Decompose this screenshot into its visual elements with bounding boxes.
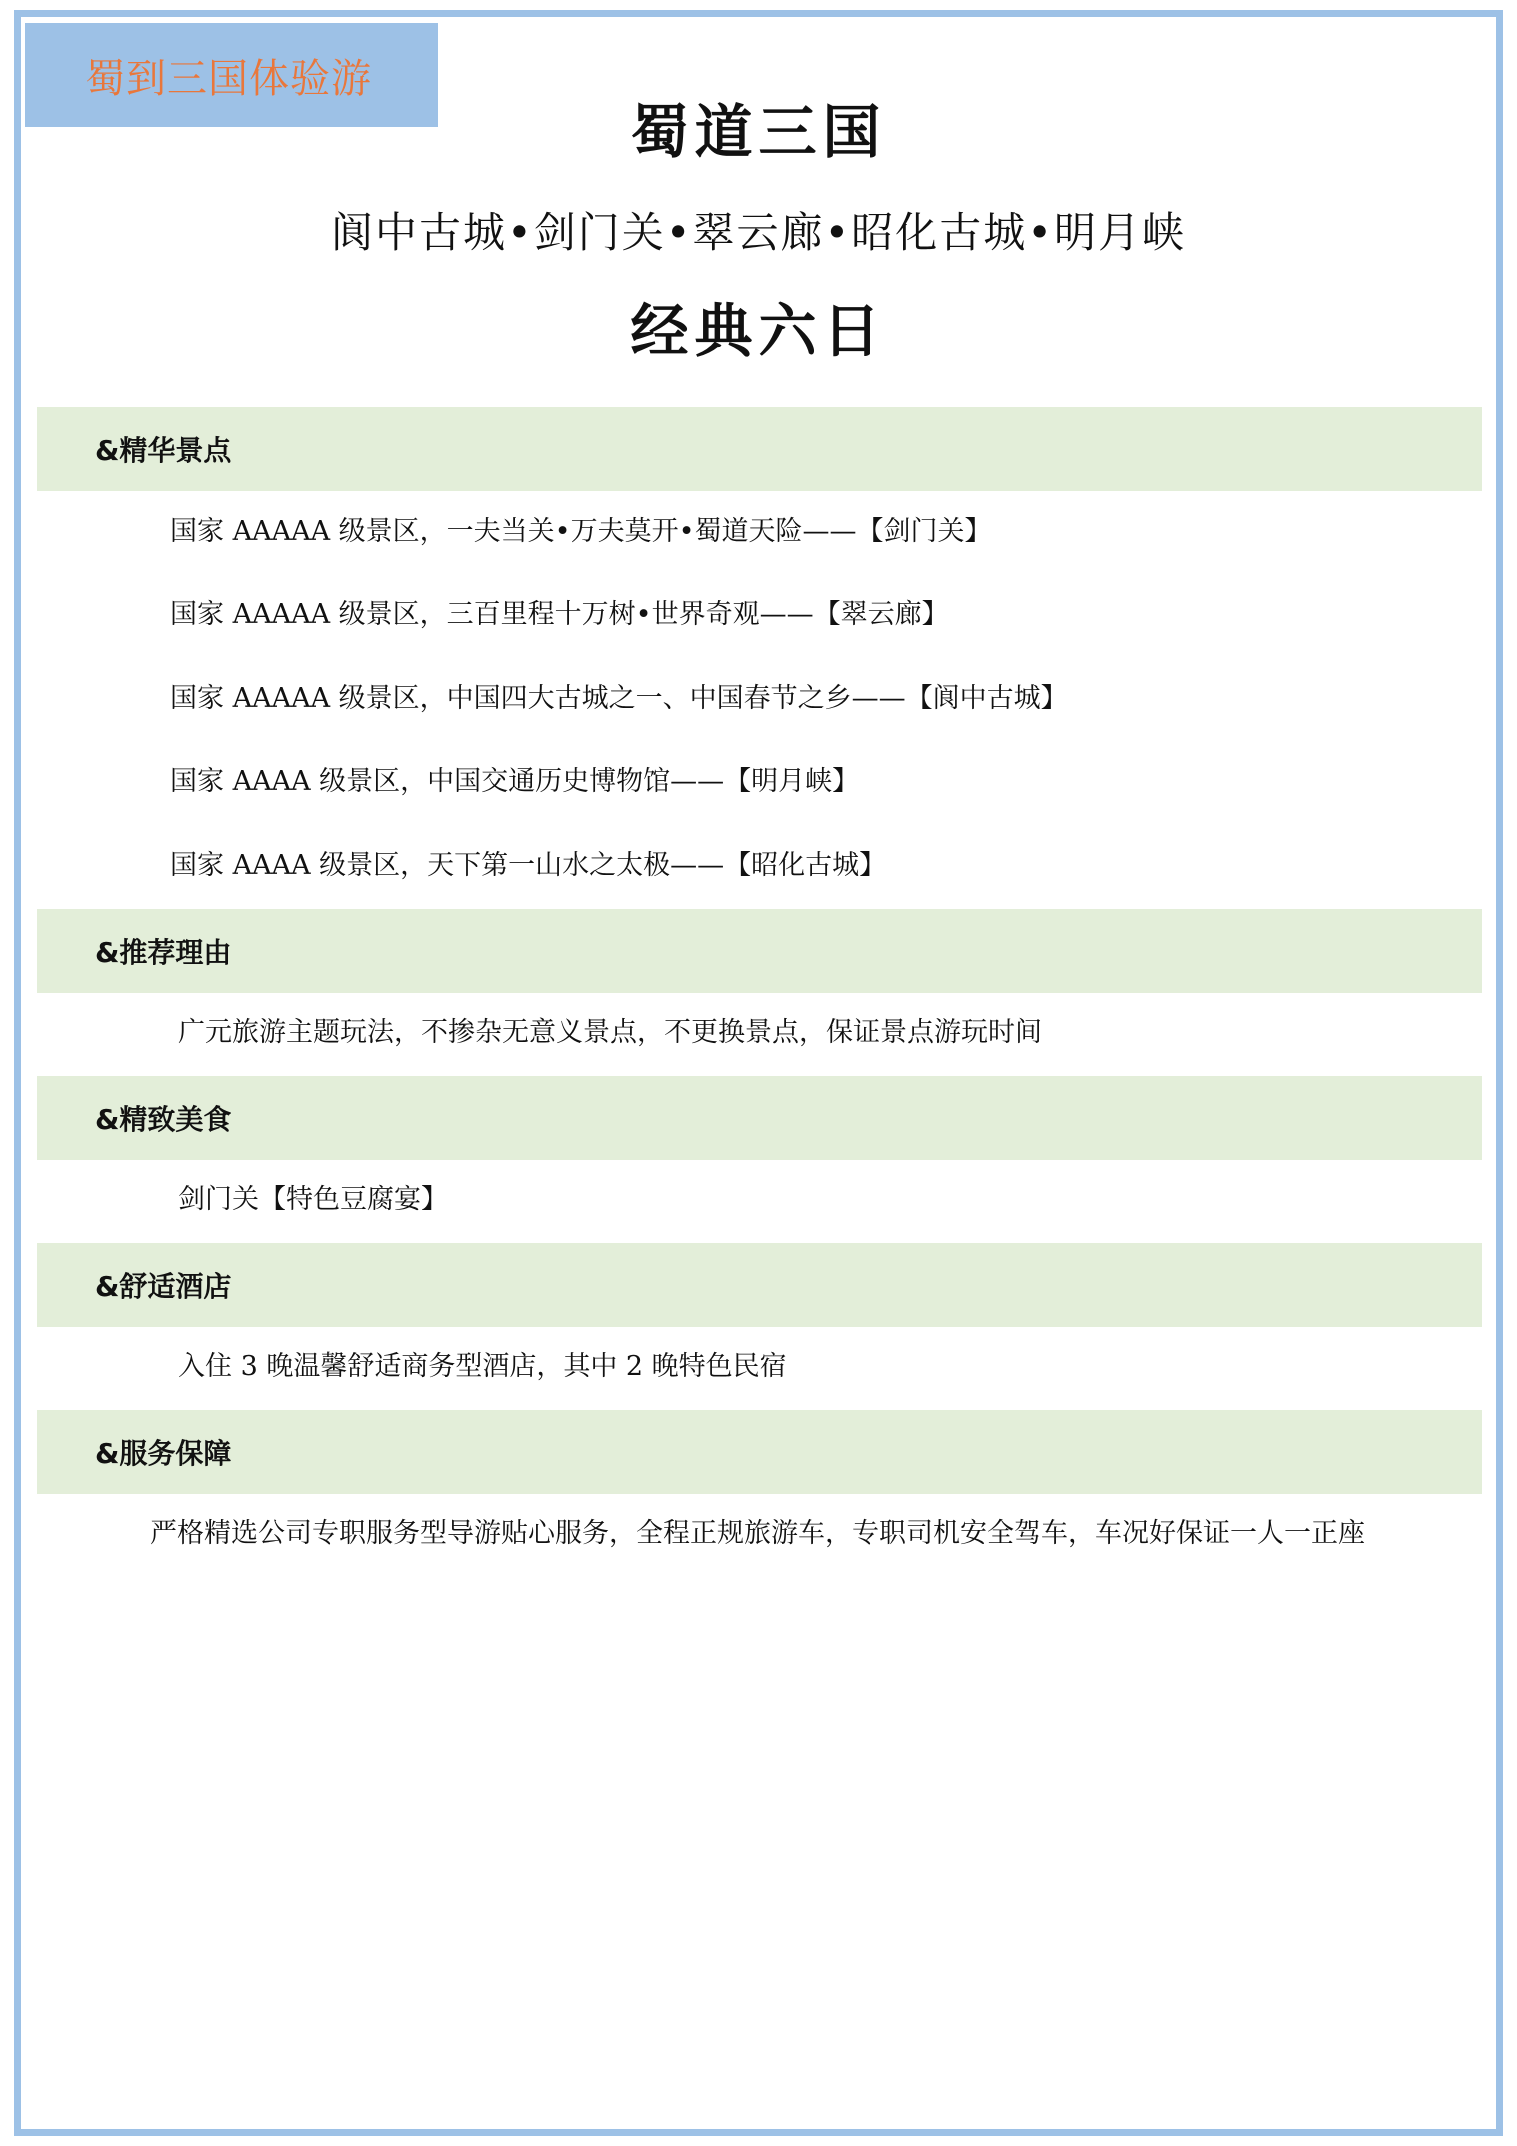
highlight-item: 国家 AAAA 级景区，中国交通历史博物馆——【明月峡】 xyxy=(170,766,860,797)
food-text: 剑门关【特色豆腐宴】 xyxy=(178,1184,448,1215)
page-title: 蜀道三国 xyxy=(630,98,887,166)
duration-title: 经典六日 xyxy=(630,297,887,365)
service-text: 严格精选公司专职服务型导游贴心服务，全程正规旅游车，专职司机安全驾车，车况好保证一人一正座 xyxy=(150,1518,1365,1549)
section-heading-food: &精致美食 xyxy=(37,1076,1482,1160)
highlight-item: 国家 AAAAA 级景区，一夫当关•万夫莫开•蜀道天险——【剑门关】 xyxy=(170,516,992,547)
route-subtitle: 阆中古城•剑门关•翠云廊•昭化古城•明月峡 xyxy=(330,208,1187,257)
section-heading-service: &服务保障 xyxy=(37,1410,1482,1494)
highlight-item: 国家 AAAAA 级景区，中国四大古城之一、中国春节之乡——【阆中古城】 xyxy=(170,683,1068,714)
highlight-item: 国家 AAAA 级景区，天下第一山水之太极——【昭化古城】 xyxy=(170,850,887,881)
hotel-text: 入住 3 晚温馨舒适商务型酒店，其中 2 晚特色民宿 xyxy=(178,1351,787,1382)
section-heading-highlights: &精华景点 xyxy=(37,407,1482,491)
highlight-item: 国家 AAAAA 级景区，三百里程十万树•世界奇观——【翠云廊】 xyxy=(170,599,949,630)
brand-tag: 蜀到三国体验游 xyxy=(25,23,438,127)
reasons-text: 广元旅游主题玩法，不掺杂无意义景点，不更换景点，保证景点游玩时间 xyxy=(178,1017,1042,1048)
section-heading-reasons: &推荐理由 xyxy=(37,909,1482,993)
section-heading-hotel: &舒适酒店 xyxy=(37,1243,1482,1327)
